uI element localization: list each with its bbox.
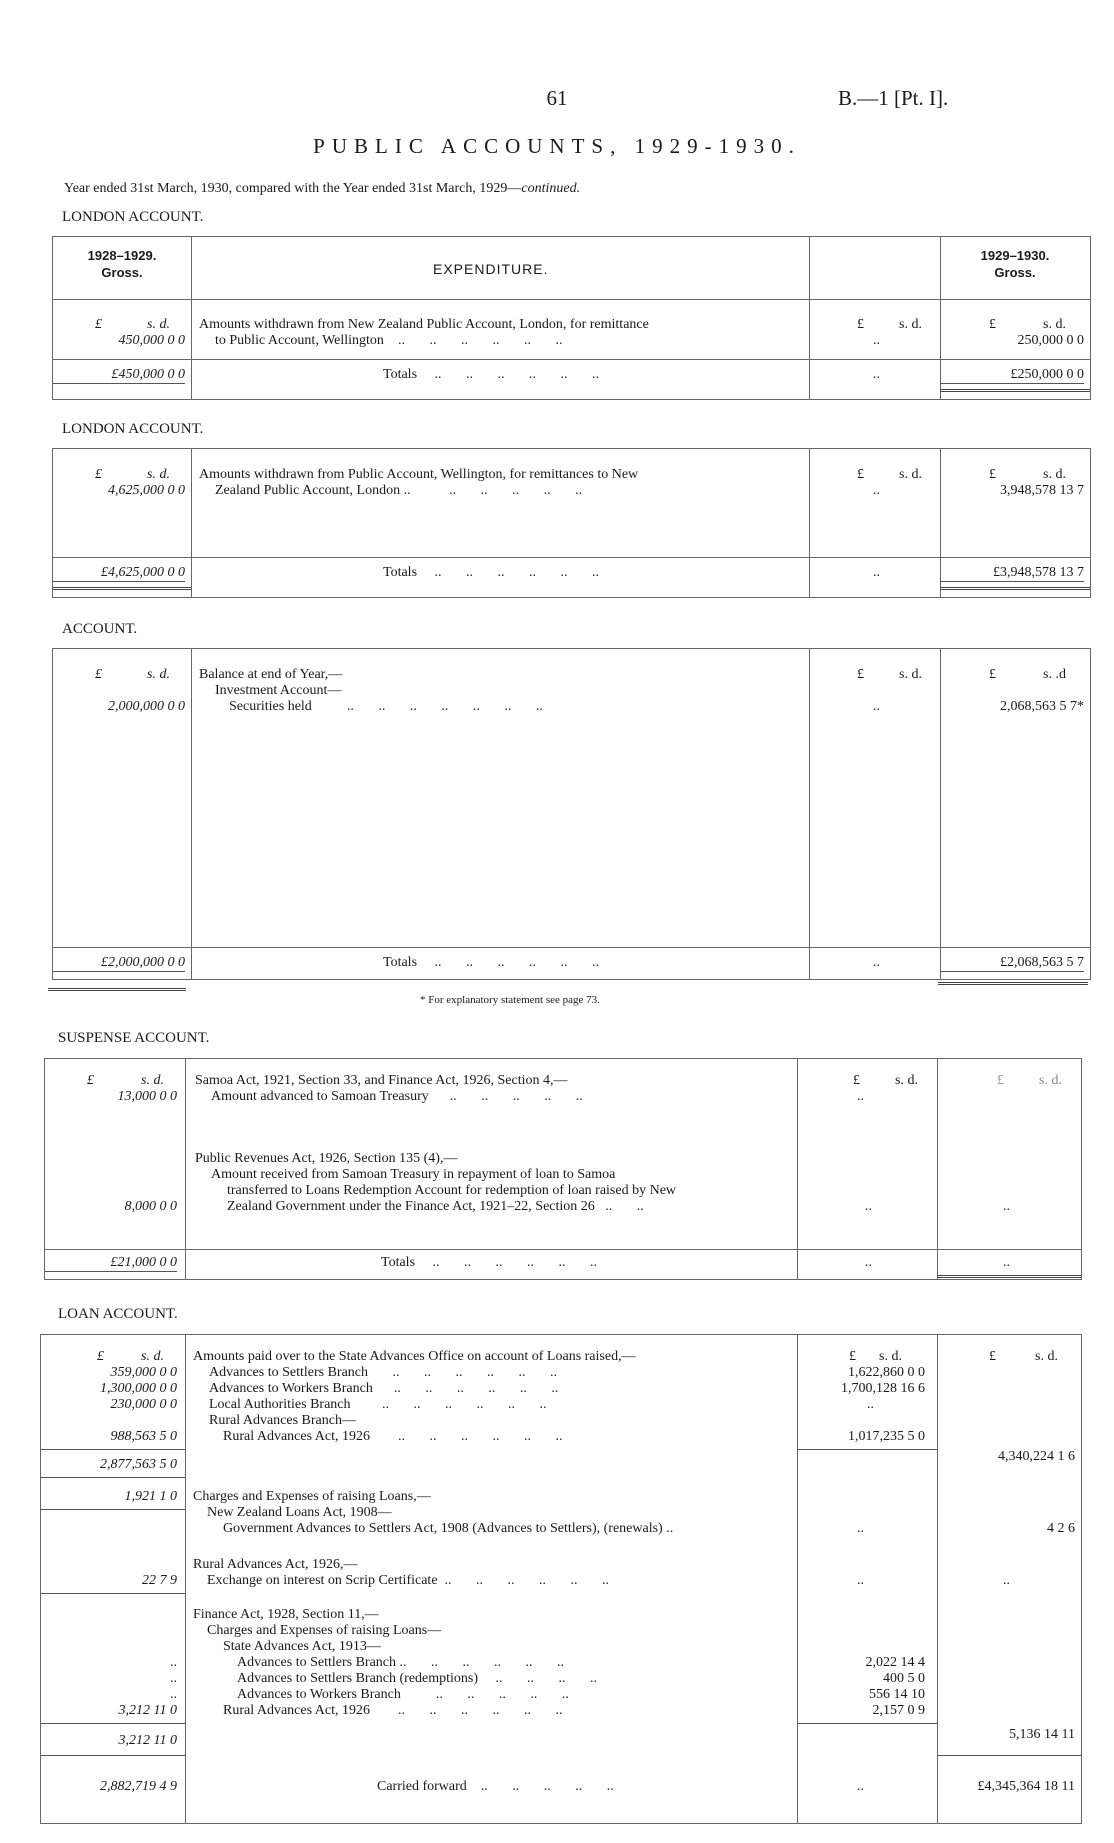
- desc-line: Finance Act, 1928, Section 11,—: [193, 1607, 379, 1622]
- cur-total: £2,068,563 5 7: [940, 955, 1084, 972]
- section-label-london-2: LONDON ACCOUNT.: [62, 421, 204, 437]
- prev-amount: 230,000 0 0: [110, 1397, 177, 1412]
- prev-amount: 1,300,000 0 0: [100, 1381, 177, 1396]
- prev-amount: 22 7 9: [142, 1573, 177, 1588]
- sd-label: s. d.: [879, 1349, 902, 1364]
- london-account-table-1: 1928–1929. Gross. EXPENDITURE. 1929–1930. Gross. £ s. d. 450,000 0 0 Amounts withdrawn from New Zealand Public Account, London, for remittance to Public Account, Wellington .. .. .. .. .. .. £ s. d. .. £ s. d. 250,000 0 0 £450,000 0 0 Totals .. .. .. .. .. .. .. £250,000 0 0: [52, 236, 1091, 400]
- pound-sign: £: [989, 1349, 996, 1364]
- sd-label: s. d.: [147, 667, 170, 682]
- desc-line: Advances to Workers Branch .. .. .. .. .. ..: [209, 1381, 559, 1396]
- pound-sign: £: [857, 467, 864, 482]
- desc-line: Advances to Settlers Branch .. .. .. .. .. ..: [237, 1655, 565, 1670]
- pound-sign: £: [989, 667, 996, 682]
- pound-sign: £: [989, 467, 996, 482]
- prev-total: £21,000 0 0: [45, 1255, 177, 1272]
- desc-line: Charges and Expenses of raising Loans—: [207, 1623, 442, 1638]
- desc-line: Amounts withdrawn from Public Account, Wellington, for remittances to New: [199, 467, 639, 482]
- prev-amount: 2,000,000 0 0: [108, 699, 185, 714]
- totals-label: Totals .. .. .. .. .. ..: [383, 565, 600, 580]
- desc-line: Zealand Government under the Finance Act, 1921–22, Section 26 .. ..: [227, 1199, 644, 1214]
- desc-line: Advances to Settlers Branch .. .. .. .. .. ..: [209, 1365, 558, 1380]
- investment-account-table: £ s. d. Balance at end of Year,— Investment Account— Securities held .. .. .. .. .. .. .. 2,000,000 0 0 £ s. d. .. £ s. .d 2,068,563 5 7* £2,000,000 0 0 Totals .. .. .. .. .. .. .. £2,068,563 5 7: [52, 648, 1091, 980]
- sd-label: s. d.: [1035, 1349, 1058, 1364]
- carried-forward-label: Carried forward .. .. .. .. ..: [377, 1779, 614, 1794]
- subtotal-cur: 4,340,224 1 6: [998, 1449, 1075, 1464]
- prev-amount: ..: [170, 1671, 177, 1686]
- cur-amount: 1,700,128 16 6: [841, 1381, 925, 1396]
- page-subtitle: Year ended 31st March, 1930, compared with the Year ended 31st March, 1929—continued.: [64, 181, 581, 196]
- desc-line: Zealand Public Account, London .. .. .. .. .. ..: [215, 483, 583, 498]
- section-label-london-1: LONDON ACCOUNT.: [62, 209, 204, 225]
- prev-amount: 3,212 11 0: [118, 1703, 177, 1718]
- desc-line: transferred to Loans Redemption Account for redemption of loan raised by New: [227, 1183, 677, 1198]
- sd-label: s. .d: [1043, 667, 1066, 682]
- section-label-suspense: SUSPENSE ACCOUNT.: [58, 1030, 210, 1046]
- desc-line: Investment Account—: [215, 683, 342, 698]
- london-account-table-2: £ s. d. 4,625,000 0 0 Amounts withdrawn from Public Account, Wellington, for remittances to New Zealand Public Account, London .. .. .. .. .. .. £ s. d. .. £ s. d. 3,948,578 13 7 £4,625,000 0 0 Totals .. .. .. .. .. .. .. £3,948,578 13 7: [52, 448, 1091, 598]
- subtotal-prev: 2,877,563 5 0: [100, 1457, 177, 1472]
- desc-line: New Zealand Loans Act, 1908—: [207, 1505, 392, 1520]
- desc-line: State Advances Act, 1913—: [223, 1639, 381, 1654]
- pound-sign: £: [95, 667, 102, 682]
- pound-sign: £: [95, 317, 102, 332]
- cur-total: £3,948,578 13 7: [940, 565, 1084, 582]
- cur-amount: 2,157 0 9: [872, 1703, 925, 1718]
- cur-amount: 2,022 14 4: [865, 1655, 925, 1670]
- cur-total: £250,000 0 0: [940, 367, 1084, 384]
- cur-amount: 1,622,860 0 0: [848, 1365, 925, 1380]
- prev-amount: ..: [170, 1687, 177, 1702]
- cur-amount: 556 14 10: [869, 1687, 925, 1702]
- desc-line: Local Authorities Branch .. .. .. .. .. ..: [209, 1397, 547, 1412]
- loan-account-table: £ s. d. Amounts paid over to the State Advances Office on account of Loans raised,— £ s. d. £ s. d. 359,000 0 0 Advances to Settlers Branch .. .. .. .. .. .. 1,622,860 0 0 1,300,000 0 0 Advances to Workers Branch .. .. .. .. .. .. 1,700,128 16 6 230,000 0 0 Local Authorities Branch .. .. .. .. .. .. .. Rural Advances Branch— 988,563 5 0 Rural Advances Act, 1926 .. .. .. .. .. .. 1,017,235 5 0 2,877,563 5 0 4,340,224 1 6 1,921 1 0 Charges and Expenses of raising Loans,— New Zealand Loans Act, 1908— Government Advances to Settlers Act, 1908 (Advances to Settlers), (renewals) .. .. 4 2 6 Rural Advances Act, 1926,— 22 7 9 Exchange on interest on Scrip Certificate .. .. .. .. .. .. .. .. Finance Act, 1928, Section 11,— Charges and Expenses of raising Loans— State Advances Act, 1913— .. Advances to Settlers Branch .. .. .. .. .. .. 2,022 14 4 .. Advances to Settlers Branch (redemptions) .. .. .. .. 400 5 0 .. Advances to Workers Branch .. .. .. .. .. 556 14 10 3,212 11 0 Rural Advances Act, 1926 .. .. .. .. .. .. 2,157 0 9 5,136 14 11 3,212 11 0 2,882,719 4 9 Carried forward .. .. .. .. .. .. £4,345,364 18 11: [40, 1334, 1082, 1824]
- desc-line: Rural Advances Branch—: [209, 1413, 356, 1428]
- cur-amount: 250,000 0 0: [1017, 333, 1084, 348]
- desc-line: Amount received from Samoan Treasury in repayment of loan to Samoa: [211, 1167, 616, 1182]
- prev-amount: 13,000 0 0: [117, 1089, 177, 1104]
- subtotal-prev: 3,212 11 0: [118, 1733, 177, 1748]
- prev-total: £2,000,000 0 0: [53, 955, 185, 972]
- document-reference: B.—1 [Pt. I].: [838, 86, 949, 110]
- desc-line: Rural Advances Act, 1926,—: [193, 1557, 358, 1572]
- sd-label: s. d.: [899, 667, 922, 682]
- desc-line: Exchange on interest on Scrip Certificate .. .. .. .. .. ..: [207, 1573, 610, 1588]
- pound-sign: £: [989, 317, 996, 332]
- subtotal-cur: 5,136 14 11: [1009, 1727, 1075, 1742]
- suspense-account-table: £ s. d. 13,000 0 0 Samoa Act, 1921, Section 33, and Finance Act, 1926, Section 4,— Amount advanced to Samoan Treasury .. .. .. .. .. £ s. d. .. £ s. d. Public Revenues Act, 1926, Section 135 (4),— Amount received from Samoan Treasury in repayment of loan to Samoa transferred to Loans Redemption Account for redemption of loan raised by New Zealand Government under the Finance Act, 1921–22, Section 26 .. .. 8,000 0 0 .. .. £21,000 0 0 Totals .. .. .. .. .. .. .. ..: [44, 1058, 1082, 1280]
- desc-line: Balance at end of Year,—: [199, 667, 343, 682]
- pound-sign: £: [857, 317, 864, 332]
- desc-line: Advances to Settlers Branch (redemptions) .. .. .. ..: [237, 1671, 598, 1686]
- sd-label: s. d.: [147, 467, 170, 482]
- carried-forward-prev: 2,882,719 4 9: [100, 1779, 177, 1794]
- sd-label: s. d.: [1043, 317, 1066, 332]
- prev-total: £4,625,000 0 0: [53, 565, 185, 582]
- prev-amount: ..: [170, 1655, 177, 1670]
- pound-sign: £: [95, 467, 102, 482]
- cur-amount: 2,068,563 5 7*: [1000, 699, 1084, 714]
- sd-label: s. d.: [147, 317, 170, 332]
- desc-line: Amounts paid over to the State Advances Office on account of Loans raised,—: [193, 1349, 636, 1364]
- carried-forward-cur: £4,345,364 18 11: [977, 1779, 1075, 1794]
- sd-label: s. d.: [899, 467, 922, 482]
- sd-label: s. d.: [1043, 467, 1066, 482]
- pound-sign: £: [849, 1349, 856, 1364]
- cur-amount: 1,017,235 5 0: [848, 1429, 925, 1444]
- prev-amount: 1,921 1 0: [124, 1489, 177, 1504]
- desc-line: Charges and Expenses of raising Loans,—: [193, 1489, 431, 1504]
- desc-line: Samoa Act, 1921, Section 33, and Finance Act, 1926, Section 4,—: [195, 1073, 568, 1088]
- prev-amount: 988,563 5 0: [110, 1429, 177, 1444]
- cur-amount: ..: [867, 1397, 874, 1412]
- cur-amount: 3,948,578 13 7: [1000, 483, 1084, 498]
- cur-amount: 4 2 6: [1047, 1521, 1075, 1536]
- prev-total: £450,000 0 0: [53, 367, 185, 384]
- col-head-1929: 1929–1930. Gross.: [980, 248, 1050, 280]
- totals-label: Totals .. .. .. .. .. ..: [383, 955, 600, 970]
- desc-line: Securities held .. .. .. .. .. .. ..: [229, 699, 543, 714]
- desc-line: Government Advances to Settlers Act, 1908 (Advances to Settlers), (renewals) ..: [223, 1521, 674, 1536]
- sd-label: s. d.: [895, 1073, 918, 1088]
- pound-sign: £: [97, 1349, 104, 1364]
- pound-sign: £: [87, 1073, 94, 1088]
- section-label-loan: LOAN ACCOUNT.: [58, 1306, 178, 1322]
- footnote: * For explanatory statement see page 73.: [420, 994, 600, 1006]
- desc-line: Rural Advances Act, 1926 .. .. .. .. .. ..: [223, 1703, 563, 1718]
- sd-label: s. d.: [141, 1073, 164, 1088]
- desc-line: Amount advanced to Samoan Treasury .. .. .. .. ..: [211, 1089, 583, 1104]
- prev-amount: 8,000 0 0: [124, 1199, 177, 1214]
- prev-amount: 450,000 0 0: [118, 333, 185, 348]
- prev-amount: 359,000 0 0: [110, 1365, 177, 1380]
- sd-label: s. d.: [1039, 1073, 1062, 1088]
- desc-line: to Public Account, Wellington .. .. .. .. .. ..: [215, 333, 563, 348]
- page-title: PUBLIC ACCOUNTS, 1929-1930.: [313, 134, 801, 158]
- desc-line: Rural Advances Act, 1926 .. .. .. .. .. ..: [223, 1429, 563, 1444]
- sd-label: s. d.: [899, 317, 922, 332]
- section-label-account: ACCOUNT.: [62, 621, 138, 637]
- pound-sign: £: [857, 667, 864, 682]
- totals-label: Totals .. .. .. .. .. ..: [383, 367, 600, 382]
- cur-amount: 400 5 0: [883, 1671, 925, 1686]
- prev-amount: 4,625,000 0 0: [108, 483, 185, 498]
- desc-line: Amounts withdrawn from New Zealand Public Account, London, for remittance: [199, 317, 649, 332]
- totals-label: Totals .. .. .. .. .. ..: [381, 1255, 598, 1270]
- col-head-1928: 1928–1929. Gross.: [87, 248, 157, 280]
- sd-label: s. d.: [141, 1349, 164, 1364]
- col-head-expenditure: EXPENDITURE.: [433, 261, 549, 277]
- desc-line: Advances to Workers Branch .. .. .. .. ..: [237, 1687, 569, 1702]
- pound-sign: £: [997, 1073, 1004, 1088]
- desc-line: Public Revenues Act, 1926, Section 135 (4),—: [195, 1151, 458, 1166]
- pound-sign: £: [853, 1073, 860, 1088]
- page-number: 61: [546, 86, 568, 110]
